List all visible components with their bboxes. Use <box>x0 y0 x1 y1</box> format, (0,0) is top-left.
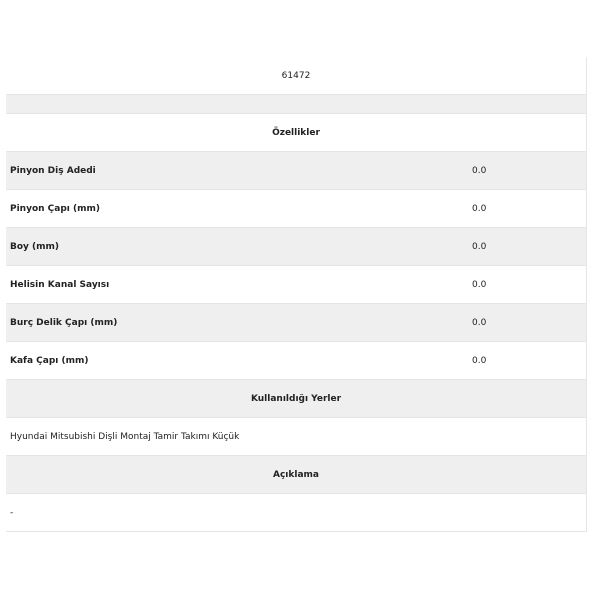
usage-row <box>6 418 586 456</box>
description-text: - <box>10 507 14 518</box>
feature-row-length <box>6 228 586 266</box>
feature-label: Kafa Çapı (mm) <box>10 355 89 366</box>
product-code: 61472 <box>281 70 311 81</box>
feature-value: 0.0 <box>472 279 487 290</box>
usage-title: Kullanıldığı Yerler <box>250 393 342 404</box>
description-title: Açıklama <box>273 469 319 480</box>
feature-label: Pinyon Diş Adedi <box>10 165 96 176</box>
usage-text: Hyundai Mitsubishi Dişli Montaj Tamir Takımı Küçük <box>10 431 240 442</box>
feature-value: 0.0 <box>472 241 487 252</box>
features-title: Özellikler <box>272 127 320 138</box>
product-spec-table <box>6 57 587 532</box>
feature-row-helix-channels <box>6 266 586 304</box>
feature-label: Helisin Kanal Sayısı <box>10 279 110 290</box>
product-code-row <box>6 57 586 95</box>
description-header <box>6 456 586 494</box>
feature-row-bushing-bore <box>6 304 586 342</box>
feature-label: Burç Delik Çapı (mm) <box>10 317 118 328</box>
feature-value: 0.0 <box>472 165 487 176</box>
feature-label: Boy (mm) <box>10 241 60 252</box>
description-row <box>6 494 586 532</box>
feature-value: 0.0 <box>472 317 487 328</box>
features-header <box>6 114 586 152</box>
feature-value: 0.0 <box>472 203 487 214</box>
usage-header <box>6 380 586 418</box>
feature-row-pinion-diameter <box>6 190 586 228</box>
feature-value: 0.0 <box>472 355 487 366</box>
feature-label: Pinyon Çapı (mm) <box>10 203 100 214</box>
feature-row-pinion-teeth <box>6 152 586 190</box>
spacer-row <box>6 95 586 114</box>
feature-row-head-diameter <box>6 342 586 380</box>
